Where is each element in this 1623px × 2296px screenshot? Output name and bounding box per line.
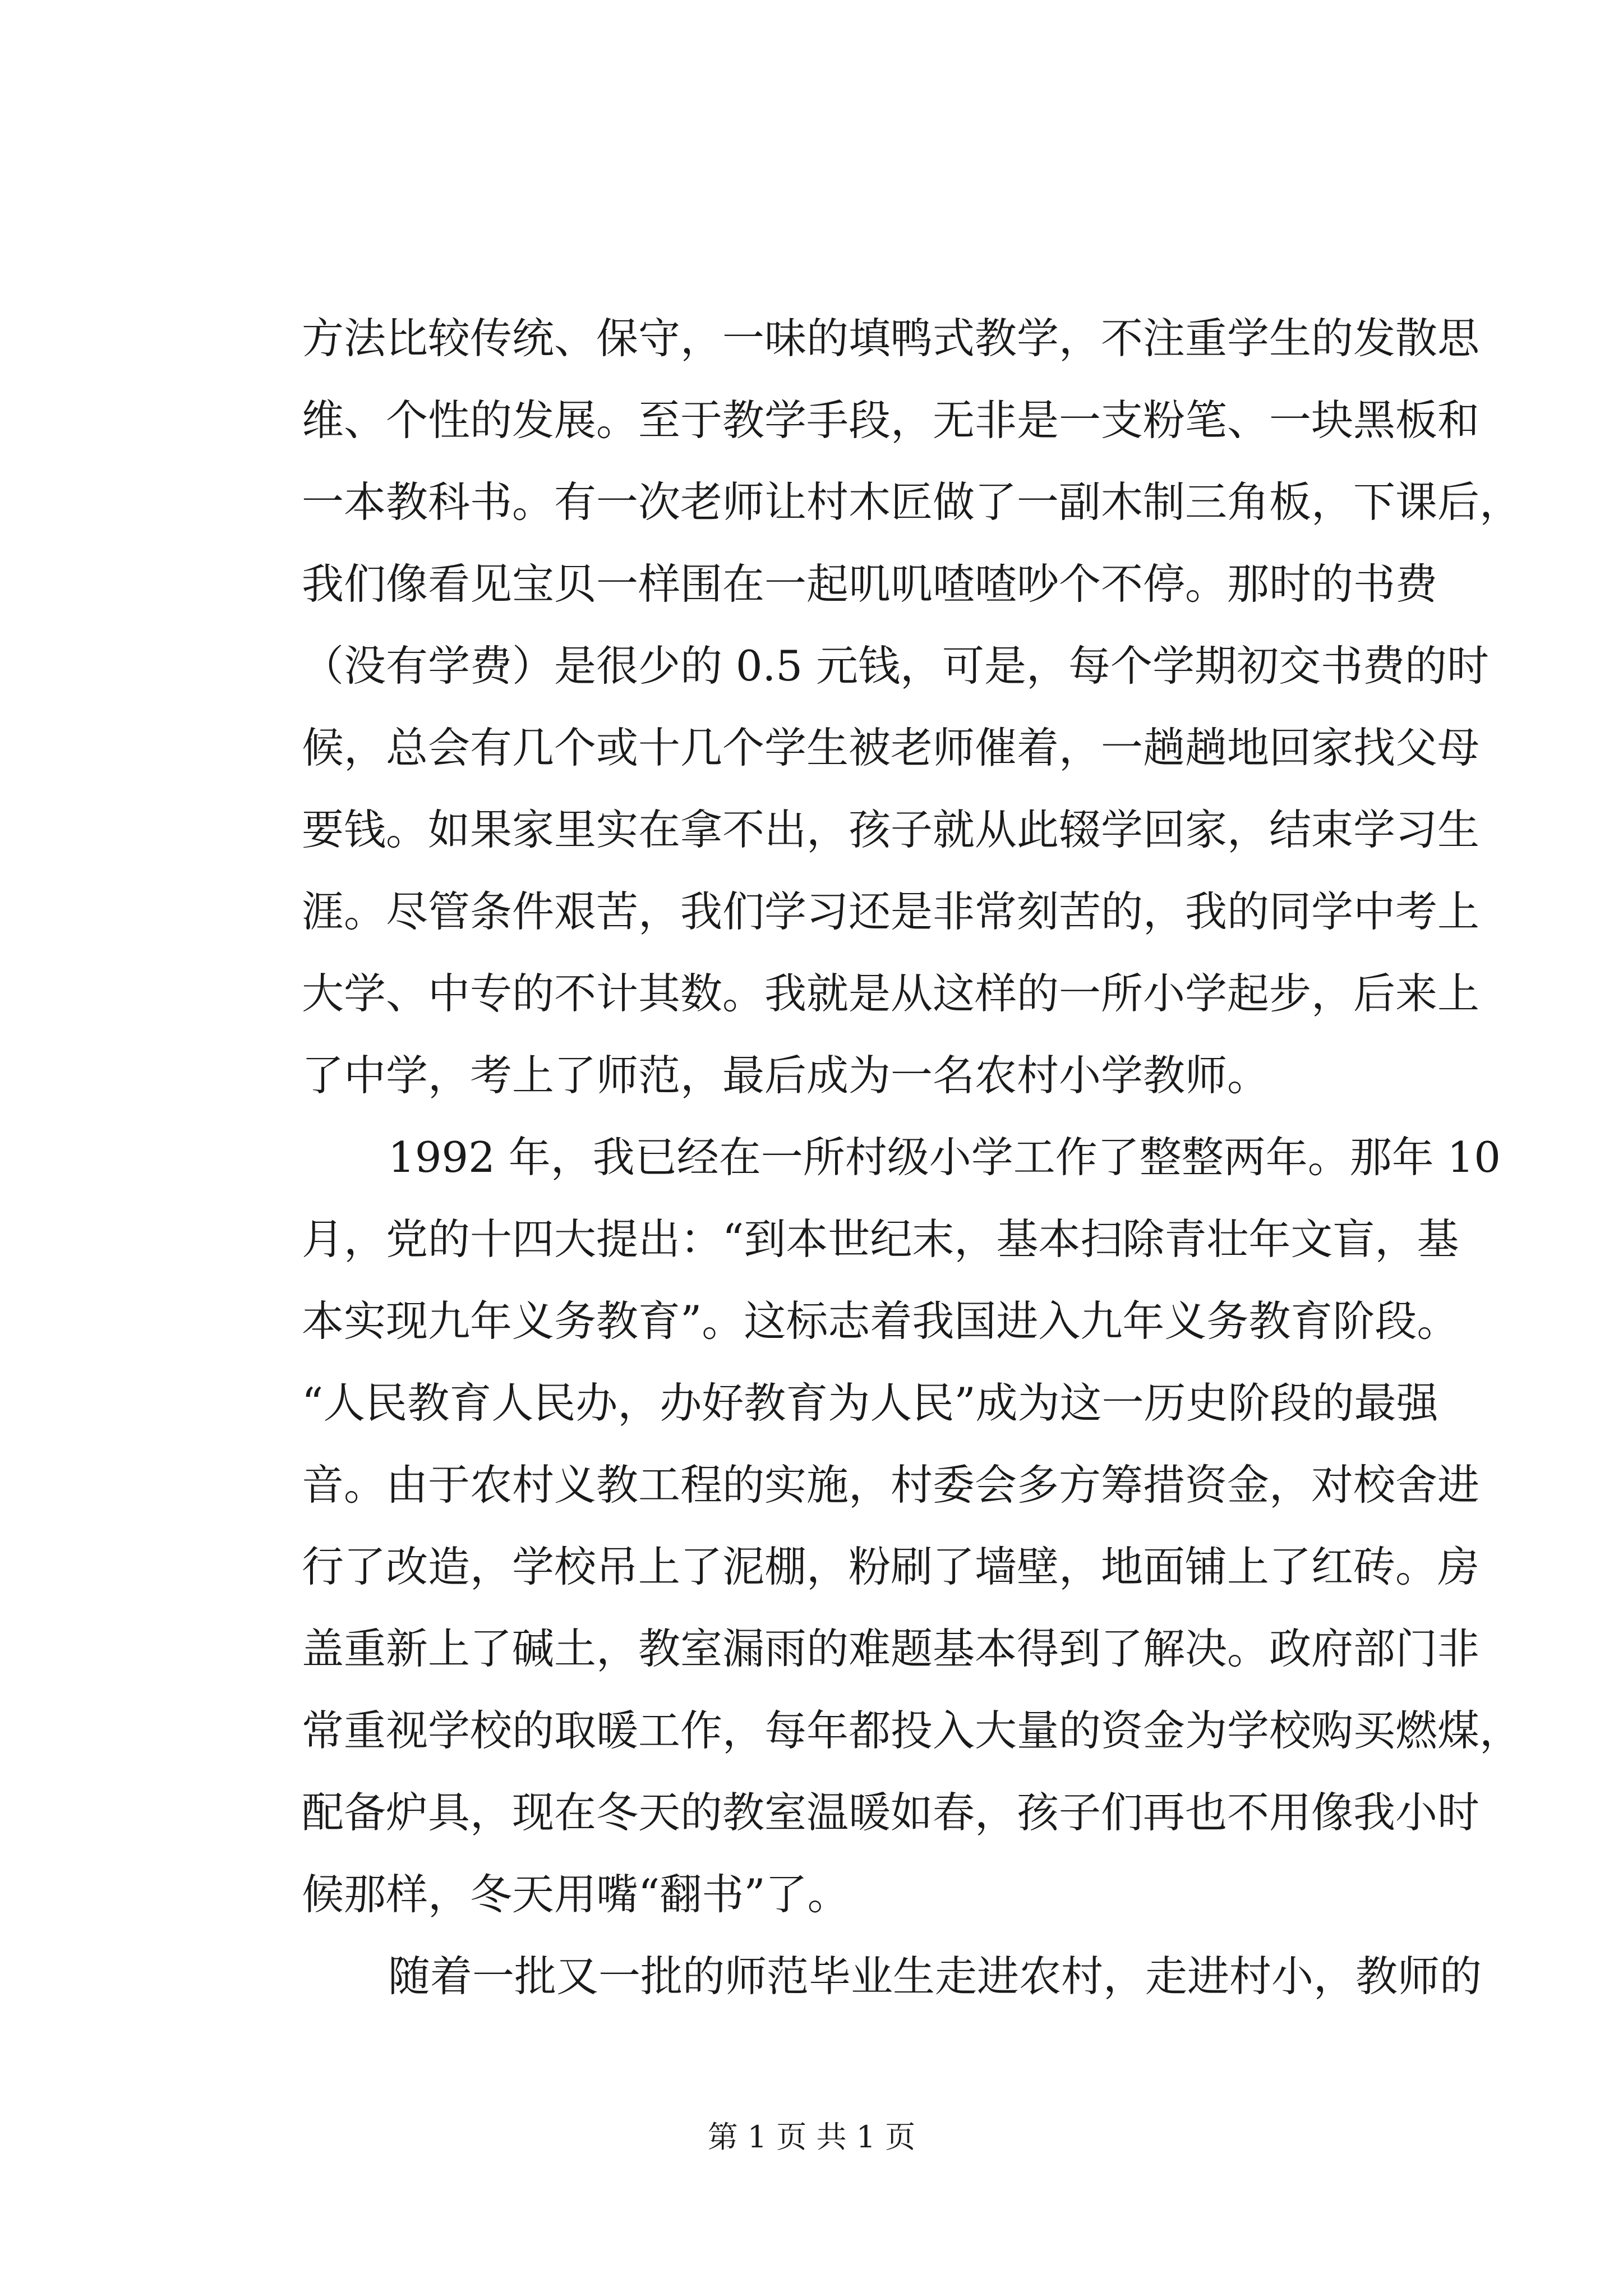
text-line: 音。由于农村义教工程的实施，村委会多方筹措资金，对校舍进: [302, 1460, 1480, 1510]
page-footer: [0, 2118, 1623, 2157]
text-line: 涯。尽管条件艰苦，我们学习还是非常刻苦的，我的同学中考上: [302, 887, 1480, 936]
text-line: 常重视学校的取暖工作，每年都投入大量的资金为学校购买燃煤，: [302, 1706, 1522, 1755]
text-line: 配备炉具，现在冬天的教室温暖如春，孩子们再也不用像我小时: [302, 1788, 1480, 1837]
text-line: 候那样，冬天用嘴“翻书”了。: [302, 1870, 850, 1919]
paragraph: [302, 1935, 1482, 2017]
text-line: 盖重新上了碱土，教室漏雨的难题基本得到了解决。政府部门非: [302, 1624, 1480, 1673]
text-line: 一本教科书。有一次老师让村木匠做了一副木制三角板，下课后，: [302, 477, 1522, 527]
text-line: 要钱。如果家里实在拿不出，孩子就从此辍学回家，结束学习生: [302, 805, 1480, 854]
text-line: 维、个性的发展。至于教学手段，无非是一支粉笔、一块黑板和: [302, 395, 1480, 445]
text-line: 大学、中专的不计其数。我就是从这样的一所小学起步，后来上: [302, 969, 1480, 1018]
text-line: 1992 年，我已经在一所村级小学工作了整整两年。那年 10: [388, 1133, 1501, 1182]
text-line: 了中学，考上了师范，最后成为一名农村小学教师。: [302, 1051, 1270, 1100]
page-number-label: 第 1 页 共 1 页: [707, 2119, 916, 2155]
text-line: 行了改造，学校吊上了泥棚，粉刷了墙壁，地面铺上了红砖。房: [302, 1542, 1480, 1591]
text-line: 月，党的十四大提出：“到本世纪末，基本扫除青壮年文盲，基: [302, 1214, 1459, 1264]
text-line: “人民教育人民办，办好教育为人民”成为这一历史阶段的最强: [302, 1378, 1438, 1428]
text-line: 方法比较传统、保守，一味的填鸭式教学，不注重学生的发散思: [302, 314, 1480, 363]
text-line: 候，总会有几个或十几个学生被老师催着，一趟趟地回家找父母: [302, 723, 1480, 772]
document-body: [302, 297, 1522, 2017]
text-line: 我们像看见宝贝一样围在一起叽叽喳喳吵个不停。那时的书费: [302, 559, 1438, 609]
paragraph: [302, 1116, 1522, 1935]
text-line: （没有学费）是很少的 0.5 元钱，可是，每个学期初交书费的时: [302, 641, 1489, 691]
paragraph: [302, 297, 1522, 1116]
text-line: 随着一批又一批的师范毕业生走进农村，走进村小，教师的: [388, 1952, 1482, 2001]
text-line: 本实现九年义务教育”。这标志着我国进入九年义务教育阶段。: [302, 1296, 1459, 1346]
